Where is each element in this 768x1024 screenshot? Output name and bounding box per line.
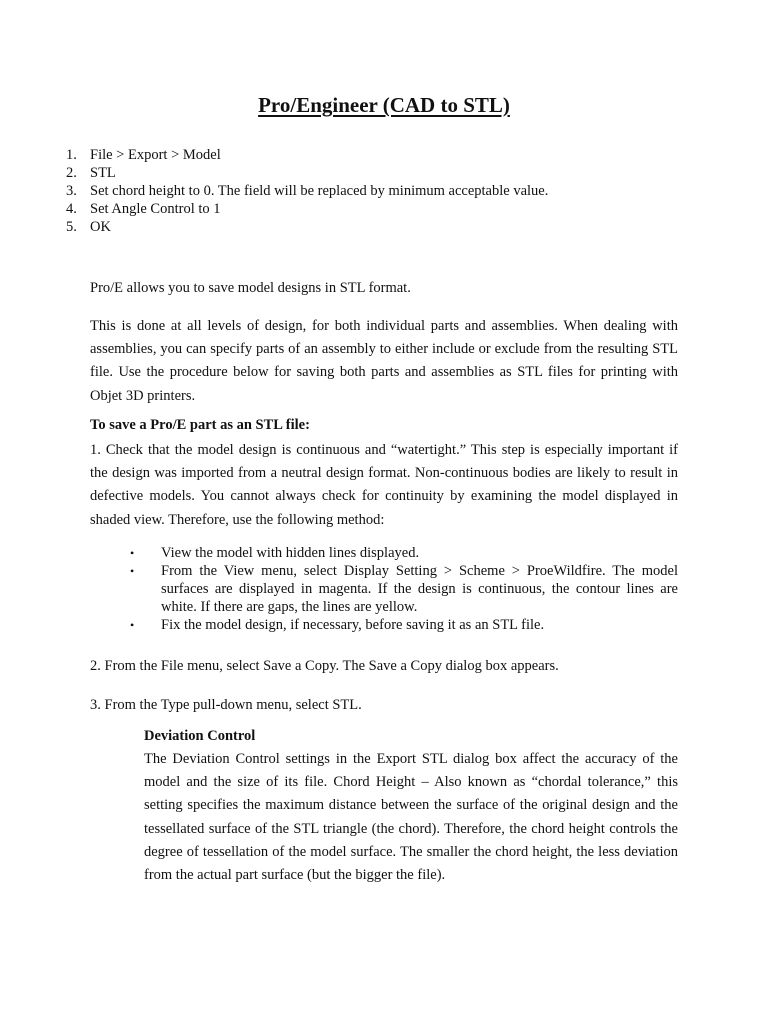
list-item xyxy=(130,544,678,562)
list-text: OK xyxy=(90,219,111,235)
list-text: Set chord height to 0. The field will be replaced by minimum acceptable value. xyxy=(90,183,549,199)
bullet-text: Fix the model design, if necessary, before saving it as an STL file. xyxy=(161,617,545,633)
list-item xyxy=(66,218,706,236)
intro-paragraph: Pro/E allows you to save model designs in STL format. xyxy=(90,280,411,296)
export-steps-list xyxy=(66,146,706,236)
deviation-control-paragraph: The Deviation Control settings in the Export STL dialog box affect the accuracy of the model and the size of its file. Chord Height – Also known as “chordal tolerance,” this setting specifies the maximum distance between the surface of the original design and the tessellated surface of the STL triangle (the chord). Therefore, the chord height controls the degree of tessellation of the model surface. The smaller the chord height, the less deviation from the actual part surface (but the bigger the file). xyxy=(144,751,678,884)
bullet-icon: • xyxy=(130,546,135,560)
list-number: 2. xyxy=(66,165,77,181)
list-item xyxy=(130,616,678,634)
bullet-icon: • xyxy=(130,618,135,632)
list-item xyxy=(130,562,678,616)
step1-paragraph: 1. Check that the model design is continuous and “watertight.” This step is especially important if the design was imported from a neutral design format. Non-continuous bodies are likely to result in defective models. You cannot always check for continuity by examining the model displayed in shaded view. Therefore, use the following method: xyxy=(90,442,678,528)
list-number: 3. xyxy=(66,183,77,199)
page-title: Pro/Engineer (CAD to STL) xyxy=(258,93,510,117)
deviation-control-heading: Deviation Control xyxy=(144,728,256,744)
list-number: 1. xyxy=(66,147,77,163)
bullet-text: From the View menu, select Display Setting > Scheme > ProeWildfire. The model surfaces are displayed in magenta. If the design is continuous, the contour lines are white. If there are gaps, the lines are yellow. xyxy=(161,563,678,615)
levels-paragraph: This is done at all levels of design, for both individual parts and assemblies. When dealing with assemblies, you can specify parts of an assembly to either include or exclude from the resulting STL file. Use the procedure below for saving both parts and assemblies as STL files for printing with Objet 3D printers. xyxy=(90,318,678,404)
step3-paragraph: 3. From the Type pull-down menu, select STL. xyxy=(90,697,362,713)
step2-paragraph: 2. From the File menu, select Save a Copy. The Save a Copy dialog box appears. xyxy=(90,658,559,674)
part-section-heading: To save a Pro/E part as an STL file: xyxy=(90,417,310,433)
list-number: 5. xyxy=(66,219,77,235)
list-text: File > Export > Model xyxy=(90,147,221,163)
list-text: Set Angle Control to 1 xyxy=(90,201,221,217)
bullet-icon: • xyxy=(130,564,135,578)
method-bullet-list xyxy=(130,544,678,634)
list-item xyxy=(66,182,706,200)
list-item xyxy=(66,200,706,218)
list-item xyxy=(66,146,706,164)
list-text: STL xyxy=(90,165,116,181)
list-number: 4. xyxy=(66,201,77,217)
list-item xyxy=(66,164,706,182)
bullet-text: View the model with hidden lines displayed. xyxy=(161,545,420,561)
